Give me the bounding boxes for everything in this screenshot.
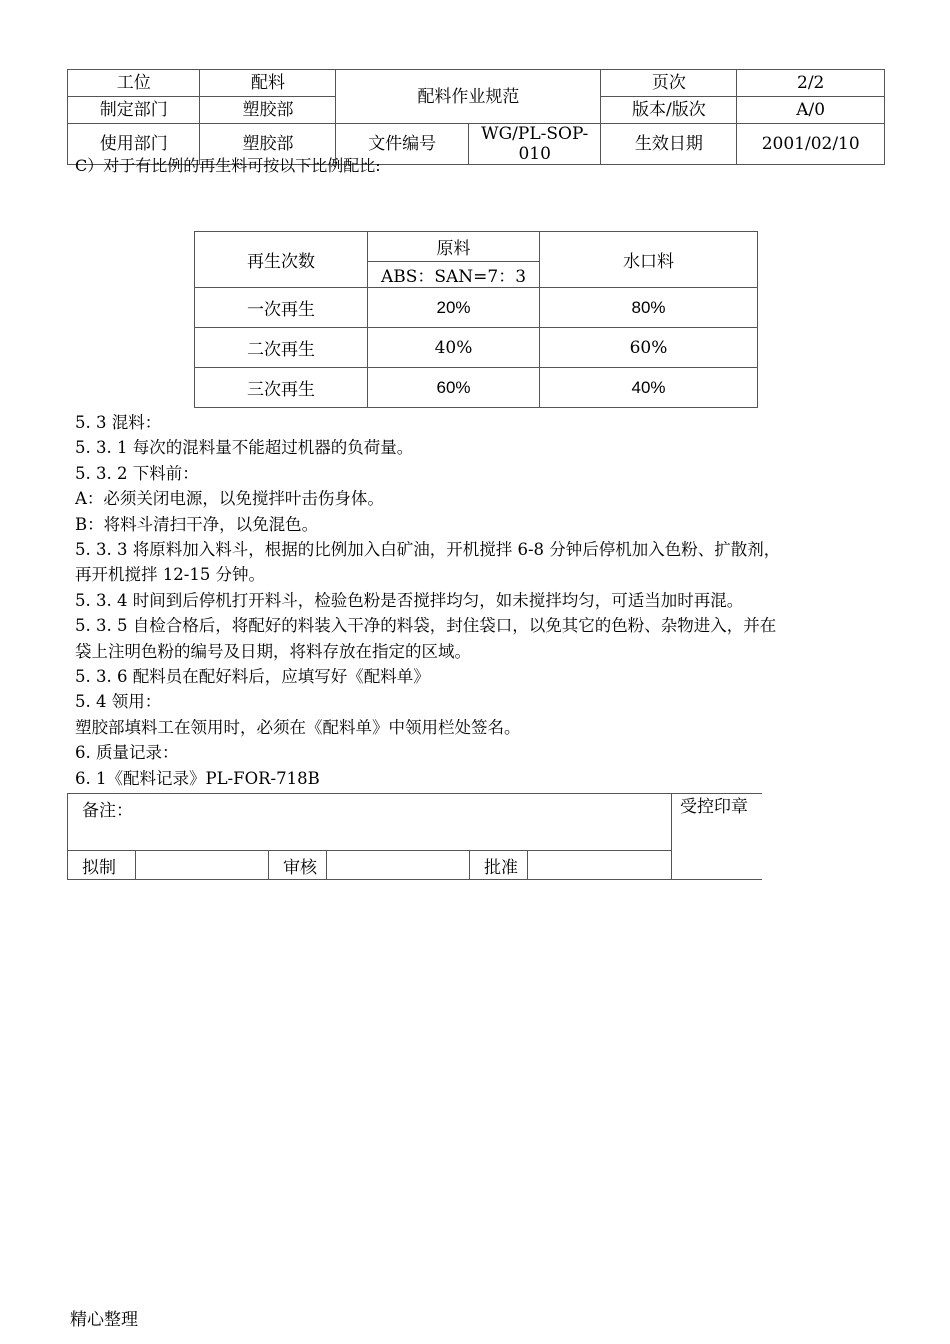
dept-value: 塑胶部: [200, 97, 336, 124]
controlled-seal-label: 受控印章: [672, 794, 762, 880]
paragraph: 6. 1《配料记录》PL-FOR-718B: [75, 768, 320, 788]
reviewed-by-label: 审核: [269, 851, 327, 880]
paragraph: 袋上注明色粉的编号及日期，将料存放在指定的区域。: [75, 641, 471, 661]
ratio-intro: C）对于有比例的再生料可按以下比例配比:: [75, 156, 381, 175]
col-header-raw: 原料: [368, 232, 540, 262]
row-raw: 40%: [368, 328, 540, 368]
row-raw: 60%: [368, 368, 540, 408]
col-header-nozzle: 水口料: [540, 232, 758, 288]
row-nozzle: 40%: [540, 368, 758, 408]
row-times: 三次再生: [195, 368, 368, 408]
table-row: [195, 328, 758, 368]
paragraph: 再开机搅拌 12-15 分钟。: [75, 565, 266, 585]
regrind-ratio-table: [194, 231, 758, 408]
effective-date-label: 生效日期: [601, 124, 737, 165]
table-row: [195, 368, 758, 408]
paragraph: 5. 3. 4 时间到后停机打开料斗，检验色粉是否搅拌均匀，如未搅拌均匀，可适当加时再混。: [75, 590, 744, 610]
page-value: 2/2: [737, 70, 885, 97]
user-dept-label: 使用部门: [68, 124, 200, 165]
doc-number-label: 文件编号: [336, 124, 468, 165]
document-title: 配料作业规范: [336, 70, 601, 124]
paragraph: A：必须关闭电源，以免搅拌叶击伤身体。: [75, 489, 384, 509]
table-row: [195, 288, 758, 328]
remarks-label: 备注：: [68, 794, 672, 851]
section-heading: 5. 3 混料：: [75, 413, 162, 432]
paragraph: 5. 3. 3 将原料加入料斗，根据的比例加入白矿油，开机搅拌 6-8 分钟后停机加入色粉、扩散剂，: [75, 540, 781, 560]
section-heading: 5. 4 领用：: [75, 692, 162, 712]
paragraph: 5. 3. 5 自检合格后，将配好的料装入干净的料袋，封住袋口，以免其它的色粉、杂物进入，并在: [75, 616, 777, 636]
drafted-by-label: 拟制: [68, 851, 136, 880]
row-times: 一次再生: [195, 288, 368, 328]
col-header-times: 再生次数: [195, 232, 368, 288]
effective-date-value: 2001/02/10: [737, 124, 885, 165]
drafted-by-field: [136, 851, 269, 880]
document-header-table: [67, 69, 885, 165]
paragraph: 5. 3. 6 配料员在配好料后，应填写好《配料单》: [75, 667, 430, 687]
station-value: 配料: [200, 70, 336, 97]
approved-by-label: 批准: [470, 851, 528, 880]
reviewed-by-field: [327, 851, 470, 880]
row-nozzle: 60%: [540, 328, 758, 368]
station-label: 工位: [68, 70, 200, 97]
doc-number-value: WG/PL-SOP-010: [468, 124, 600, 165]
page-label: 页次: [601, 70, 737, 97]
approval-table: [67, 793, 762, 880]
version-label: 版本/版次: [601, 97, 737, 124]
user-dept-value: 塑胶部: [200, 124, 336, 165]
approved-by-field: [528, 851, 672, 880]
col-subheader-raw-ratio: ABS：SAN=7：3: [368, 262, 540, 288]
page-footer-note: 精心整理: [70, 1310, 138, 1330]
procedure-body: [75, 410, 885, 791]
row-nozzle: 80%: [540, 288, 758, 328]
paragraph: 塑胶部填料工在领用时，必须在《配料单》中领用栏处签名。: [75, 717, 521, 737]
paragraph: B：将料斗清扫干净，以免混色。: [75, 514, 319, 534]
row-raw: 20%: [368, 288, 540, 328]
row-times: 二次再生: [195, 328, 368, 368]
section-heading: 6. 质量记录：: [75, 743, 179, 763]
paragraph: 5. 3. 1 每次的混料量不能超过机器的负荷量。: [75, 438, 414, 458]
paragraph: 5. 3. 2 下料前：: [75, 463, 199, 483]
dept-label: 制定部门: [68, 97, 200, 124]
version-value: A/0: [737, 97, 885, 124]
